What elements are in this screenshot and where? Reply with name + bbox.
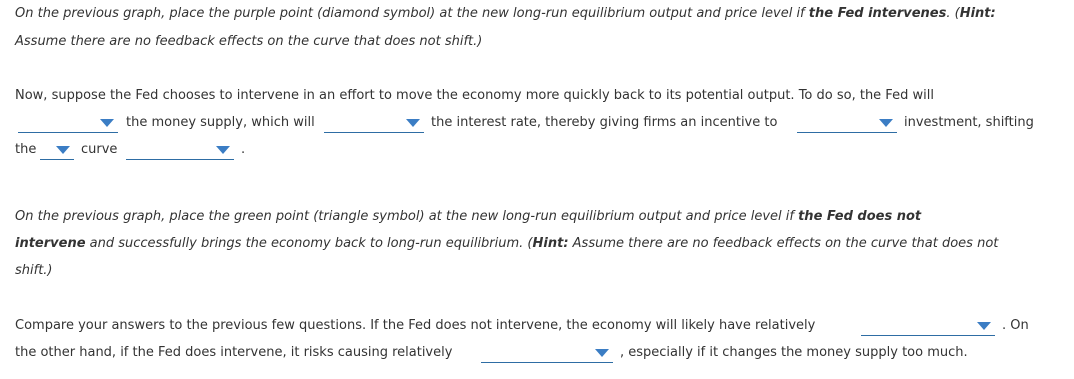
q4-line2-end: , especially if it changes the money supply too much. [620, 345, 968, 360]
chevron-down-icon [56, 146, 70, 154]
q3-text-part3: Assume there are no feedback effects on the curve that does not [568, 236, 999, 251]
q3-bold-intervene: intervene [15, 236, 86, 251]
q1-hint-label: Hint: [959, 6, 996, 21]
q1-line2: Assume there are no feedback effects on the curve that does not shift.) [15, 34, 483, 49]
q3-line1 [15, 209, 921, 224]
chevron-down-icon [595, 349, 609, 357]
chevron-down-icon [977, 322, 991, 330]
q3-bold-fed-does-not: the Fed does not [798, 209, 922, 224]
curve-choice-dropdown[interactable] [40, 141, 74, 160]
q3-text-part2: and successfully brings the economy back to long-run equilibrium. ( [85, 236, 533, 251]
investment-effect-dropdown[interactable] [797, 114, 897, 133]
q3-text-part1: On the previous graph, place the green point (triangle symbol) at the new long-run equilibrium output and price level if [15, 209, 799, 224]
q3-line2 [15, 236, 998, 251]
q2-line1: Now, suppose the Fed chooses to intervene in an effort to move the economy more quickly back to its potential output. To do so, the Fed will [15, 88, 934, 103]
interest-effect-dropdown[interactable] [324, 114, 424, 133]
q1-line1 [15, 6, 996, 21]
chevron-down-icon [216, 146, 230, 154]
q3-line3: shift.) [15, 263, 53, 278]
q1-bold-fed-intervenes: the Fed intervenes [808, 6, 947, 21]
chevron-down-icon [406, 119, 420, 127]
q2-text-the: the [15, 142, 37, 157]
chevron-down-icon [879, 119, 893, 127]
q2-text-interest-rate: the interest rate, thereby giving firms an incentive to [431, 115, 778, 130]
q2-text-curve: curve [81, 142, 118, 157]
q2-text-money-supply: the money supply, which will [126, 115, 315, 130]
q4-line1: Compare your answers to the previous few questions. If the Fed does not intervene, the economy will likely have relatively [15, 318, 816, 333]
curve-direction-dropdown[interactable] [126, 141, 234, 160]
intervene-risk-dropdown[interactable] [481, 344, 613, 363]
q3-hint-label: Hint: [532, 236, 569, 251]
q4-text-on: . On [1002, 318, 1029, 333]
q4-line2-start: the other hand, if the Fed does intervene, it risks causing relatively [15, 345, 453, 360]
q1-text-part1: On the previous graph, place the purple point (diamond symbol) at the new long-run equilibrium output and price level if [15, 6, 809, 21]
q2-text-investment: investment, shifting [904, 115, 1034, 130]
no-intervene-outcome-dropdown[interactable] [861, 317, 995, 336]
fed-action-dropdown[interactable] [18, 114, 118, 133]
q1-text-part2: . ( [946, 6, 960, 21]
q2-text-period: . [241, 142, 246, 157]
chevron-down-icon [100, 119, 114, 127]
